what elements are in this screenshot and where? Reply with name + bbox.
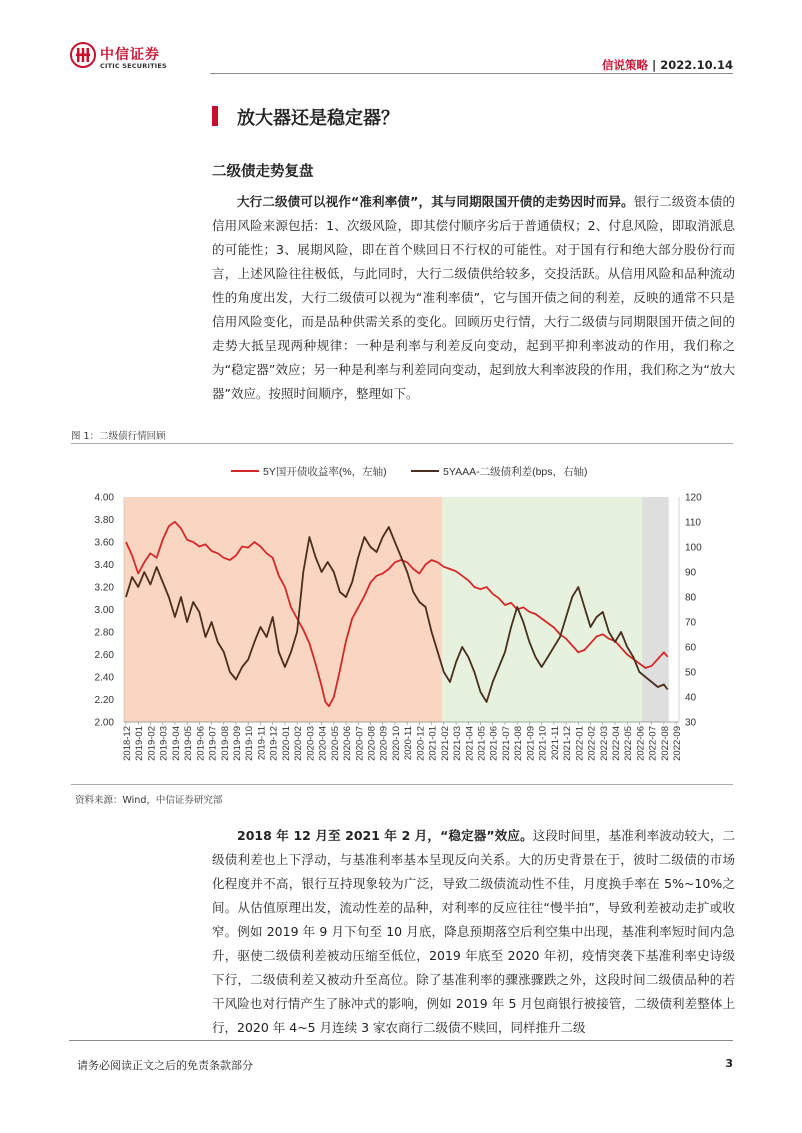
header-separator: | [648, 58, 661, 72]
y-left-tick-label: 2.40 [94, 672, 114, 684]
x-tick-label: 2020-03 [305, 726, 317, 761]
x-tick-label: 2022-01 [574, 726, 586, 761]
y-right-tick-label: 30 [685, 717, 697, 729]
paragraph-stabilizer [212, 824, 735, 1040]
x-tick-label: 2020-09 [378, 726, 390, 761]
x-tick-label: 2021-03 [452, 726, 464, 761]
paragraph-stabilizer-body: 这段时间里，基准利率波动较大，二级债利差也上下浮动，与基准利率基本呈现反向关系。大的历史背景在于，彼时二级债的市场化程度并不高，银行互持现象较为广泛，导致二级债流动性不佳，月度换手率在 5%~10%之间。从估值原理出发，流动性差的品种，对利率的反应往往“慢半拍”，导致利差被动走扩或收窄。例如 2019 年 9 月下旬至 10 月底，降息预期落空后利空集中出现，基准利率短时间内急升，驱使二级债利差被动压缩至低位，2019 年底至 2020 年初，疫情突袭下基准利率史诗级下行，二级债利差又被动升至高位。除了基准利率的骤涨骤跌之外，这段时间二级债品种的若干风险也对行情产生了脉冲式的影响，例如 2019 年 5 月包商银行被接管，二级债利差整体上行，2020 年 4~5 月连续 3 家农商行二级债不赎回，同样推升二级 [212, 828, 735, 1035]
y-left-tick-label: 3.20 [94, 582, 114, 594]
page-number: 3 [725, 1057, 733, 1070]
y-left-tick-label: 4.00 [94, 492, 114, 504]
x-tick-label: 2022-03 [598, 726, 610, 761]
paragraph-stabilizer-lead: 2018 年 12 月至 2021 年 2 月，“稳定器”效应。 [237, 828, 533, 843]
logo-chinese-name: 中信证券 [100, 47, 160, 63]
report-date: 2022.10.14 [660, 58, 733, 72]
y-right-tick-label: 70 [685, 617, 697, 629]
x-tick-label: 2021-07 [500, 726, 512, 761]
x-tick-label: 2019-12 [268, 726, 280, 761]
x-tick-label: 2019-07 [207, 726, 219, 761]
company-logo [70, 42, 180, 76]
y-right-tick-label: 80 [685, 592, 697, 604]
y-left-tick-label: 3.60 [94, 537, 114, 549]
y-left-tick-label: 2.80 [94, 627, 114, 639]
x-tick-label: 2020-04 [317, 726, 329, 761]
paragraph-intro-body: 银行二级资本债的信用风险来源包括：1、次级风险，即其偿付顺序劣后于普通债权；2、付息风险，即取消派息的可能性；3、展期风险，即在首个赎回日不行权的可能性。对于国有行和绝大部分股份行而言，上述风险往往极低，与此同时，大行二级债供给较多，交投活跃。从信用风险和品种流动性的角度出发，大行二级债可以视为“准利率债”，它与国开债之间的利差，反映的通常不只是信用风险变化，而是品种供需关系的变化。回顾历史行情，大行二级债与同期限国开债之间的走势大抵呈现两种规律：一种是利率与利差反向变动，起到平抑利率波动的作用，我们称之为“稳定器”效应；另一种是利率与利差同向变动，起到放大利率波段的作用，我们称之为“放大器”效应。按照时间顺序，整理如下。 [212, 194, 735, 401]
x-tick-label: 2021-02 [439, 726, 451, 761]
report-series: 信说策略 [602, 58, 649, 72]
footer-disclaimer: 请务必阅读正文之后的免责条款部分 [77, 1059, 253, 1072]
x-tick-label: 2019-06 [195, 726, 207, 761]
y-right-tick-label: 60 [685, 642, 697, 654]
paragraph-intro [212, 190, 735, 406]
legend-label-1: 5YAAA-二级债利差(bps，右轴) [443, 466, 588, 478]
x-tick-label: 2021-04 [464, 726, 476, 761]
header-divider [210, 73, 733, 74]
header-info [602, 57, 733, 73]
x-tick-label: 2022-07 [647, 726, 659, 761]
figure-source: 资料来源：Wind，中信证券研究部 [75, 795, 223, 806]
y-left-tick-label: 3.00 [94, 605, 114, 616]
x-tick-label: 2020-05 [329, 726, 341, 761]
x-tick-label: 2019-01 [134, 726, 146, 761]
x-tick-label: 2020-01 [280, 726, 292, 761]
x-tick-label: 2022-05 [623, 726, 635, 761]
figure-bottom-rule [71, 784, 733, 785]
y-left-tick-label: 2.00 [94, 717, 114, 729]
x-tick-label: 2020-11 [403, 726, 415, 761]
figure-title: 图 1：二级债行情回顾 [71, 431, 166, 442]
x-tick-label: 2019-04 [170, 726, 182, 761]
x-tick-label: 2019-09 [232, 726, 244, 761]
section-title: 放大器还是稳定器？ [237, 108, 399, 129]
x-tick-label: 2022-08 [659, 726, 671, 761]
y-left-tick-label: 3.80 [94, 515, 114, 526]
x-tick-label: 2021-08 [513, 726, 525, 761]
x-tick-label: 2019-02 [146, 726, 158, 761]
x-tick-label: 2019-05 [183, 726, 195, 761]
chart-legend [231, 465, 588, 478]
x-tick-label: 2020-06 [342, 726, 354, 761]
y-right-tick-label: 110 [685, 517, 701, 529]
x-tick-label: 2020-10 [390, 726, 402, 761]
x-tick-label: 2020-12 [415, 726, 427, 761]
x-tick-label: 2019-11 [256, 726, 268, 761]
x-tick-label: 2022-04 [610, 726, 622, 761]
y-right-tick-label: 50 [685, 667, 697, 679]
y-left-tick-label: 3.40 [94, 560, 114, 571]
y-left-tick-label: 2.20 [94, 695, 114, 706]
line-chart [71, 455, 733, 780]
y-right-tick-label: 120 [685, 492, 702, 504]
x-tick-label: 2021-10 [537, 726, 549, 761]
shaded-period-1 [442, 497, 644, 722]
x-tick-label: 2019-08 [219, 726, 231, 761]
x-tick-label: 2019-03 [158, 726, 170, 761]
figure-top-rule [71, 443, 733, 444]
x-tick-label: 2022-06 [635, 726, 647, 761]
y-right-tick-label: 90 [685, 567, 697, 579]
shaded-period-2 [642, 497, 668, 722]
x-tick-label: 2020-02 [293, 726, 305, 761]
x-tick-label: 2018-12 [122, 726, 133, 761]
x-tick-label: 2021-11 [549, 726, 561, 761]
x-tick-label: 2021-01 [427, 726, 439, 761]
period-shading [124, 497, 669, 722]
x-tick-label: 2019-10 [244, 726, 256, 761]
x-tick-label: 2021-09 [525, 726, 537, 761]
logo-english-name: CITIC SECURITIES [100, 62, 167, 70]
paragraph-intro-lead: 大行二级债可以视作“准利率债”，其与同期限国开债的走势因时而异。 [237, 194, 634, 209]
y-right-tick-label: 100 [685, 542, 702, 554]
x-tick-label: 2021-12 [562, 726, 574, 761]
x-tick-label: 2022-09 [672, 726, 684, 761]
x-tick-label: 2021-06 [488, 726, 500, 761]
x-tick-label: 2022-02 [586, 726, 598, 761]
x-tick-label: 2020-08 [366, 726, 378, 761]
x-tick-label: 2021-05 [476, 726, 488, 761]
subsection-title: 二级债走势复盘 [212, 164, 314, 180]
title-accent-bar [212, 106, 218, 126]
y-left-tick-label: 2.60 [94, 650, 114, 661]
citic-logo-icon [70, 42, 96, 68]
y-right-tick-label: 40 [685, 692, 697, 704]
legend-label-0: 5Y国开债收益率(%，左轴) [263, 466, 387, 478]
footer-divider [69, 1040, 733, 1041]
x-tick-label: 2020-07 [354, 726, 366, 761]
